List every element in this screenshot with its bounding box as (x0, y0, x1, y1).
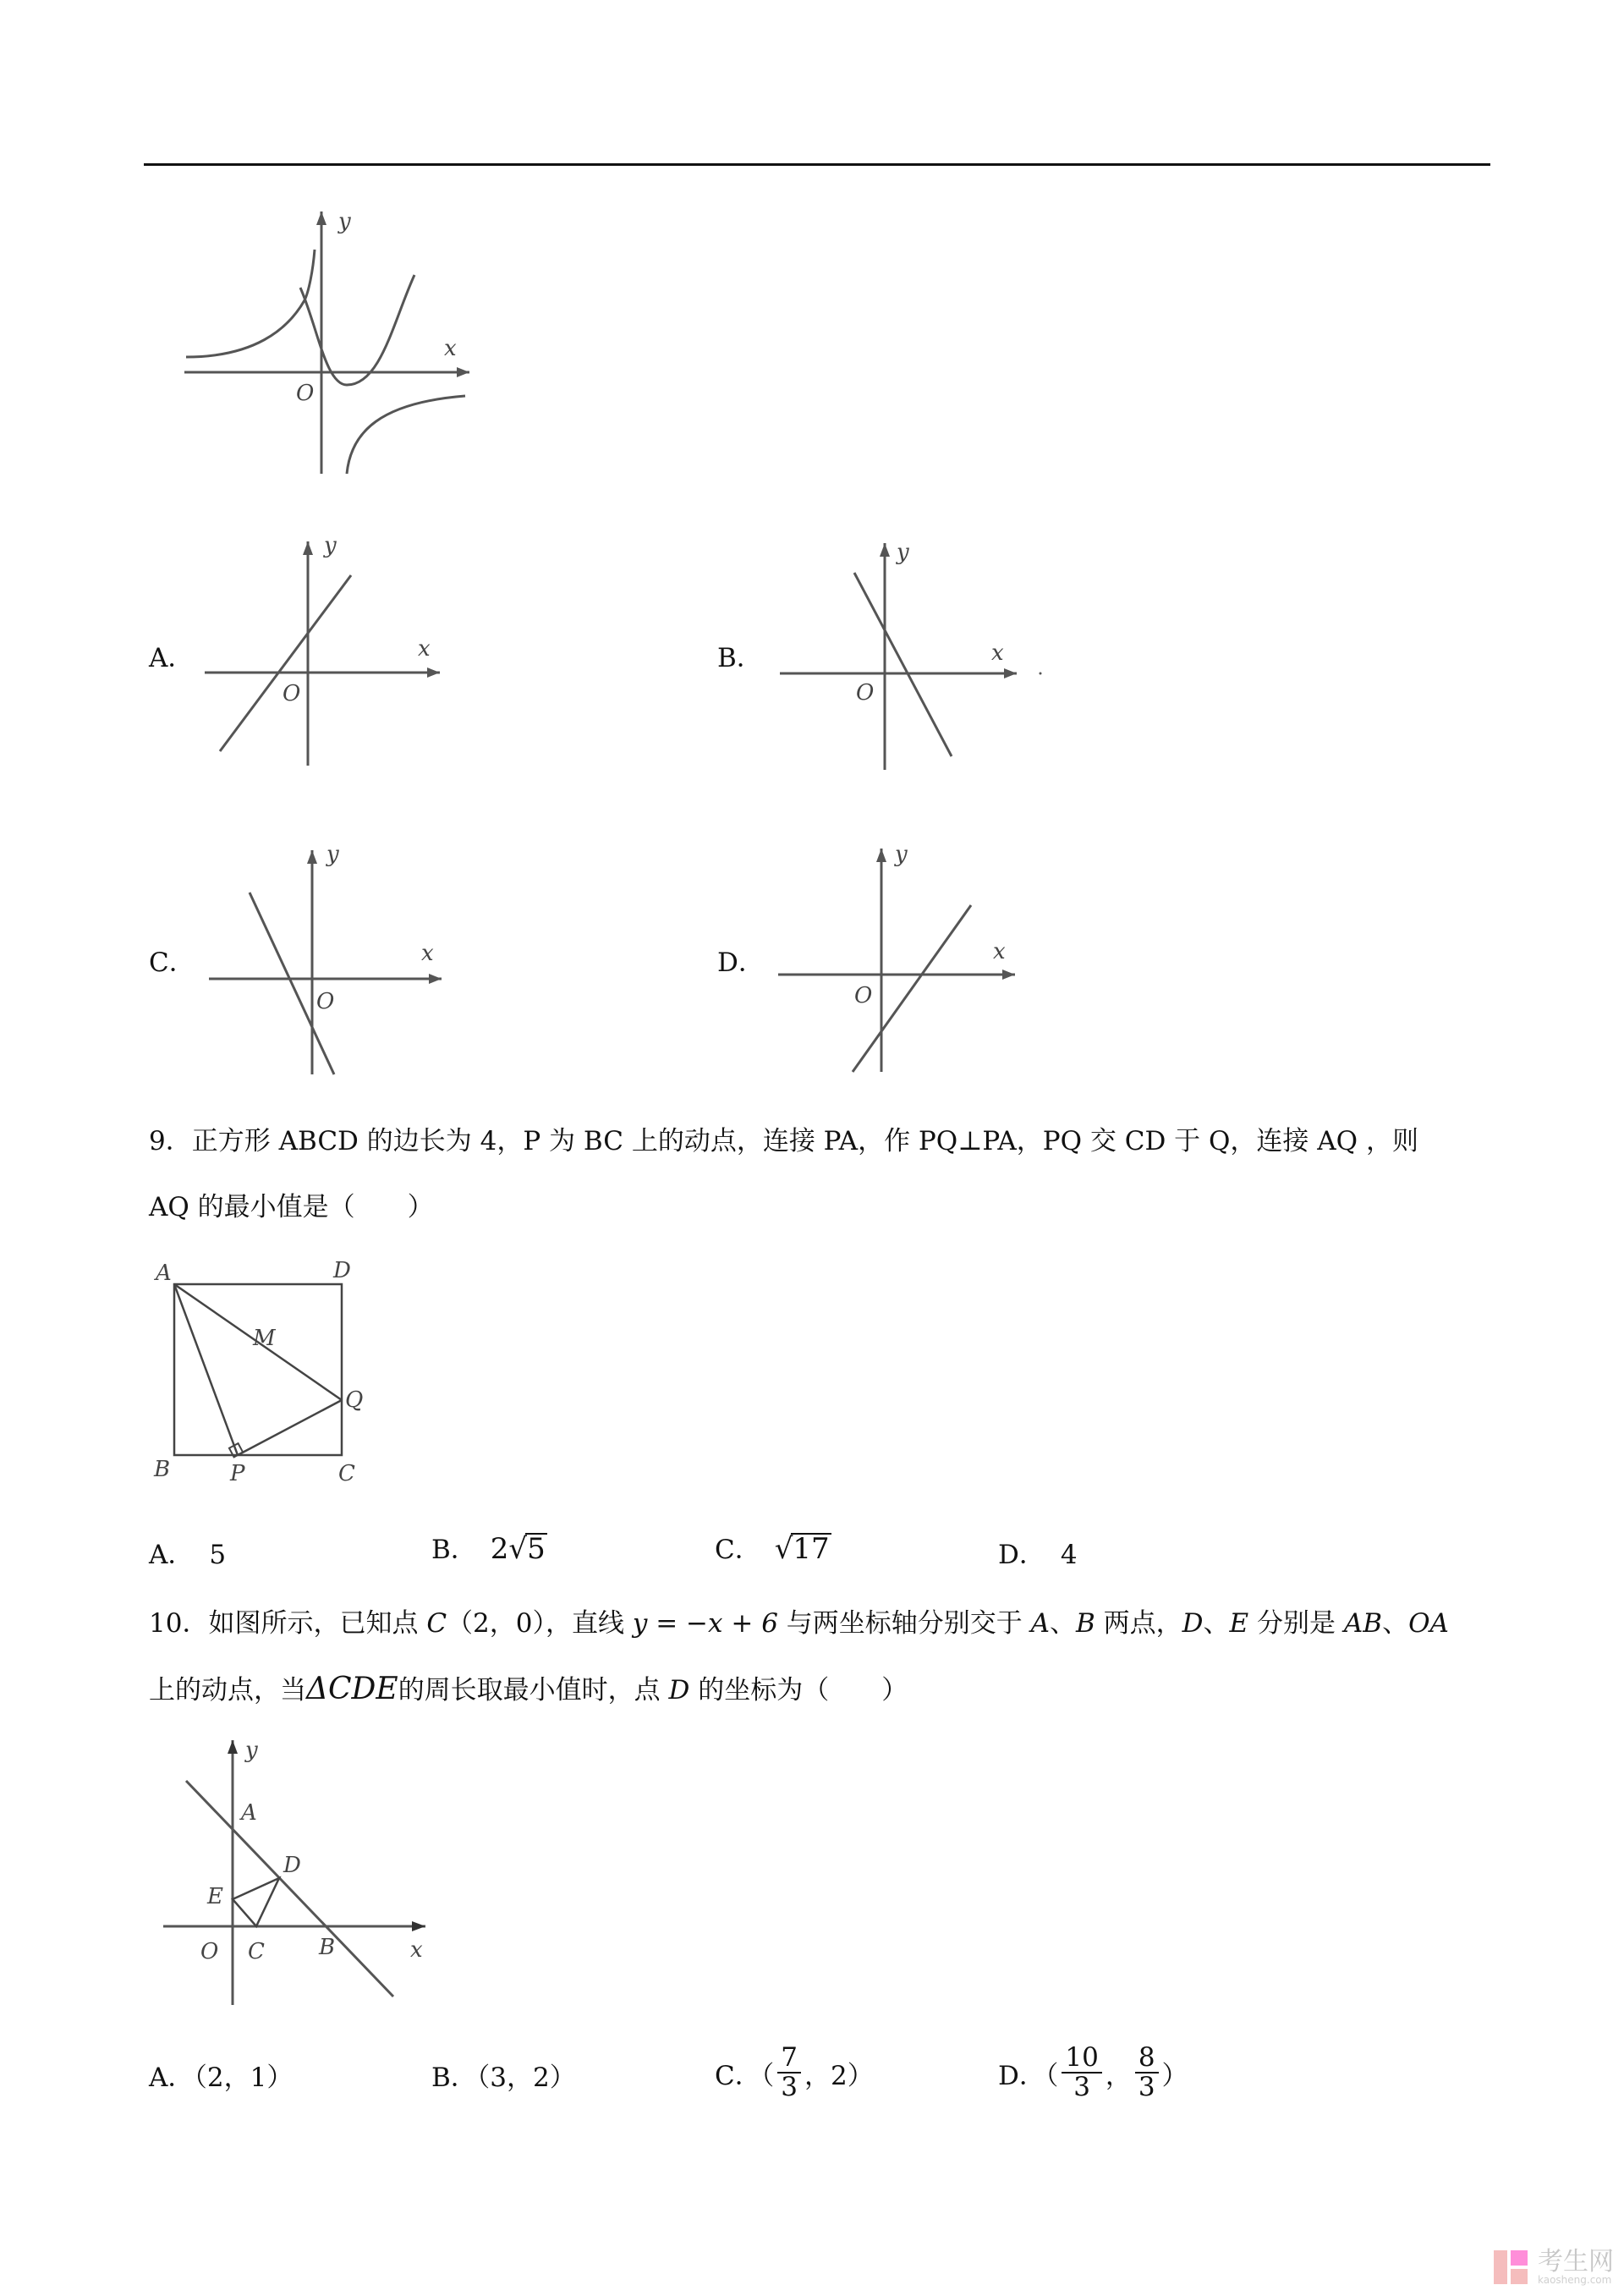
q10-text-a: 10．如图所示，已知点 (149, 1608, 427, 1639)
d-x-label: x (993, 939, 1006, 964)
q9-label-c: C (338, 1461, 355, 1486)
frac-den: 3 (1073, 2072, 1090, 2102)
figure-q9-square (149, 1259, 420, 1487)
q10-sep3: 、 (1382, 1608, 1409, 1639)
figure-q8-option-d (776, 842, 1022, 1079)
q10-option-d-end: ） (1161, 2060, 1188, 2091)
q10-label-o: O (200, 1939, 219, 1964)
q10-triangle: ΔCDE (306, 1672, 398, 1706)
q9-label-a: A (156, 1261, 172, 1286)
q10-label-a: A (241, 1800, 257, 1826)
c-origin-label: O (316, 989, 335, 1014)
a-origin-label: O (283, 681, 301, 706)
q10-label-b: B (319, 1935, 336, 1960)
q9-label-p: P (230, 1461, 245, 1486)
q10-text-d: 两点， (1095, 1608, 1182, 1639)
frac-den: 3 (781, 2072, 798, 2102)
q10-text2-c: 的坐标为（ ） (689, 1675, 908, 1706)
q10-option-a[interactable]: A．（2，1） (149, 2063, 294, 2093)
frac-num: 10 (1062, 2044, 1101, 2074)
frac-num: 7 (777, 2044, 801, 2074)
b-y-label: y (897, 540, 909, 565)
q10-text-e: 分别是 (1248, 1608, 1344, 1639)
q9-option-c[interactable] (715, 1528, 831, 1566)
q10-label-c: C (248, 1939, 265, 1964)
q9-option-b-coef: 2 (490, 1532, 509, 1566)
q10-text-line1 (149, 1590, 1449, 1656)
q10-text2-b: 的周长取最小值时，点 (398, 1675, 669, 1706)
q10-text-b: （2，0），直线 (447, 1608, 633, 1639)
figure-q8-main (178, 203, 482, 482)
main-origin-label: O (296, 381, 315, 406)
q10-text-c: 与两坐标轴分别交于 (777, 1608, 1031, 1639)
q10-text2-a: 上的动点，当 (149, 1675, 306, 1706)
frac-den: 3 (1138, 2072, 1155, 2102)
watermark-site: kaosheng.com (1538, 2274, 1612, 2286)
q9-option-b-radicand: 5 (527, 1532, 546, 1566)
b-x-label: x (991, 640, 1004, 666)
q10-option-d-label: D．（ (998, 2060, 1059, 2091)
c-x-label: x (421, 941, 434, 966)
q10-point-a: A (1030, 1608, 1051, 1639)
q9-option-a[interactable] (149, 1533, 226, 1571)
c-y-label: y (326, 842, 339, 867)
q10-option-c-fraction (777, 2044, 801, 2101)
a-x-label: x (418, 636, 431, 662)
sqrt-icon: √ (508, 1532, 528, 1566)
header-rule (144, 163, 1490, 166)
q10-sep2: 、 (1203, 1608, 1230, 1639)
q10-point-e: E (1229, 1608, 1249, 1639)
q9-option-d[interactable] (998, 1533, 1078, 1571)
q10-x-label: x (410, 1937, 423, 1963)
d-origin-label: O (854, 983, 873, 1008)
q10-option-d[interactable] (998, 2030, 1188, 2115)
q9-option-b[interactable] (431, 1528, 547, 1566)
q9-option-d-label: D． (998, 1540, 1045, 1570)
q8-option-a-label[interactable]: A． (149, 643, 195, 673)
q9-option-d-value: 4 (1060, 1540, 1078, 1570)
q8-option-d-label[interactable]: D． (717, 948, 765, 978)
watermark-brand: 考生网 (1538, 2247, 1614, 2277)
q10-point-c: C (426, 1608, 447, 1639)
a-y-label: y (324, 533, 337, 558)
watermark (1492, 2249, 1614, 2286)
q10-option-b[interactable]: B．（3，2） (431, 2063, 576, 2093)
q9-option-b-label: B． (431, 1535, 477, 1565)
q10-option-d-fraction1 (1062, 2044, 1101, 2101)
q10-point-d2: D (668, 1675, 690, 1706)
q9-option-a-label: A． (149, 1540, 195, 1570)
figure-q8-option-a (203, 533, 448, 770)
q10-option-c-label: C．（ (715, 2060, 775, 2091)
q10-segment-oa: OA (1408, 1608, 1449, 1639)
q8-option-b-label[interactable]: B． (717, 643, 763, 673)
brand-logo-icon (1492, 2249, 1529, 2286)
b-origin-label: O (856, 680, 875, 706)
q10-point-b: B (1076, 1608, 1095, 1639)
q9-label-d: D (333, 1259, 351, 1283)
main-x-label: x (444, 336, 457, 361)
q10-label-e: E (207, 1884, 223, 1909)
q10-option-c-rest: ，2） (804, 2060, 874, 2091)
figure-q8-option-c (207, 842, 453, 1079)
figure-q10-graph (156, 1730, 444, 2009)
q9-label-b: B (154, 1457, 171, 1482)
q8-option-c-label[interactable]: C． (149, 948, 195, 978)
q9-option-a-value: 5 (209, 1540, 227, 1570)
figure-q8-option-b (778, 535, 1057, 772)
q9-text-line1: 9．正方形 ABCD 的边长为 4，P 为 BC 上的动点，连接 PA，作 PQ⊥PA，PQ 交 CD 于 Q，连接 AQ ，则 (149, 1126, 1418, 1156)
q10-text-line2 (149, 1656, 908, 1723)
q10-point-d: D (1182, 1608, 1204, 1639)
main-y-label: y (338, 209, 351, 234)
q9-text-line2: AQ 的最小值是（ ） (149, 1192, 434, 1222)
q9-label-q: Q (345, 1387, 364, 1413)
frac-num: 8 (1135, 2044, 1159, 2074)
q10-option-d-sep: ， (1105, 2060, 1132, 2091)
q10-option-c[interactable] (715, 2030, 874, 2115)
sqrt-icon: √ (774, 1532, 793, 1566)
q10-y-label: y (245, 1738, 258, 1763)
q9-label-m: M (253, 1326, 276, 1351)
q9-option-c-label: C． (715, 1535, 761, 1565)
q10-label-d: D (283, 1853, 301, 1878)
q10-equation: y = −x + 6 (632, 1608, 778, 1639)
q10-segment-ab: AB (1343, 1608, 1383, 1639)
q9-option-c-radicand: 17 (793, 1532, 830, 1566)
q10-sep1: 、 (1050, 1608, 1077, 1639)
q10-option-d-fraction2 (1135, 2044, 1159, 2101)
d-y-label: y (895, 842, 908, 867)
